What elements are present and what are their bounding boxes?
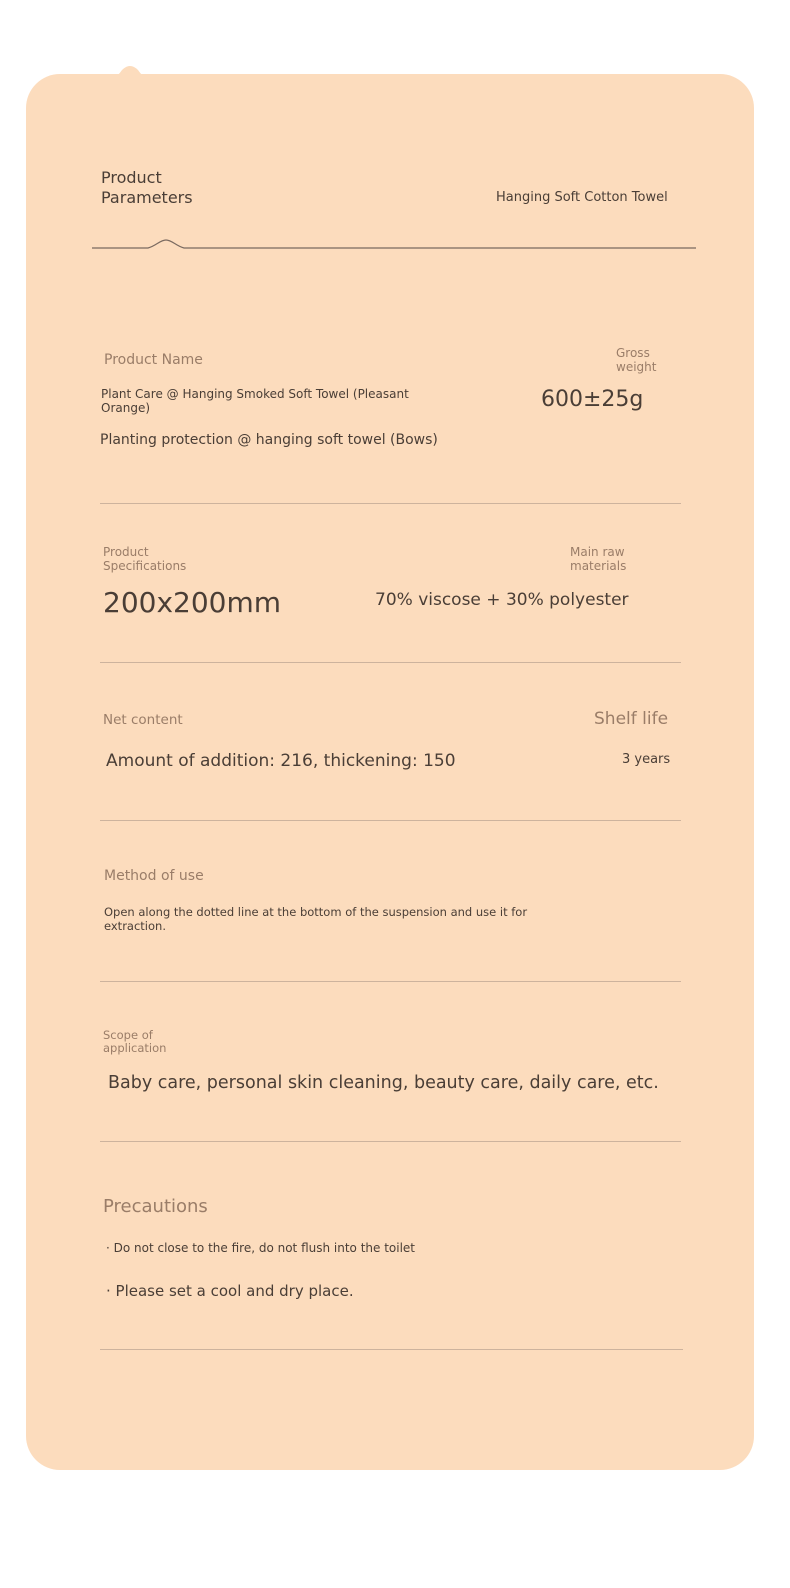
net-content-value: Amount of addition: 216, thickening: 150: [106, 751, 456, 771]
method-of-use-label: Method of use: [104, 868, 204, 884]
precautions-label: Precautions: [103, 1196, 208, 1217]
divider: [100, 1349, 683, 1350]
shelf-life-value: 3 years: [622, 752, 671, 767]
specifications-value: 200x200mm: [103, 586, 282, 619]
product-name-alt-value: Planting protection @ hanging soft towel (Bows): [100, 432, 438, 448]
product-parameters-card: [26, 74, 754, 1470]
divider: [100, 820, 681, 821]
specifications-label: Product Specifications: [103, 545, 187, 573]
gross-weight-label: Gross weight: [616, 346, 657, 374]
divider: [100, 981, 681, 982]
scope-label: Scope of application: [103, 1028, 167, 1055]
gross-weight-value: 600±25g: [541, 387, 644, 412]
materials-label: Main raw materials: [570, 545, 627, 573]
scope-value: Baby care, personal skin cleaning, beauty care, daily care, etc.: [108, 1073, 659, 1093]
product-name-label: Product Name: [104, 352, 203, 368]
precaution-item: · Please set a cool and dry place.: [106, 1282, 354, 1300]
shelf-life-label: Shelf life: [594, 709, 669, 729]
net-content-label: Net content: [103, 712, 183, 728]
product-type: Hanging Soft Cotton Towel: [496, 190, 668, 205]
product-name-value: Plant Care @ Hanging Smoked Soft Towel (Pleasant Orange): [101, 387, 409, 415]
precaution-item: · Do not close to the fire, do not flush into the toilet: [106, 1241, 416, 1255]
materials-value: 70% viscose + 30% polyester: [375, 590, 629, 610]
divider: [100, 503, 681, 504]
header-divider-wave: [90, 236, 698, 252]
divider: [100, 662, 681, 663]
method-of-use-value: Open along the dotted line at the bottom of the suspension and use it for extraction.: [104, 905, 528, 933]
page-title: Product Parameters: [101, 168, 193, 207]
divider: [100, 1141, 681, 1142]
